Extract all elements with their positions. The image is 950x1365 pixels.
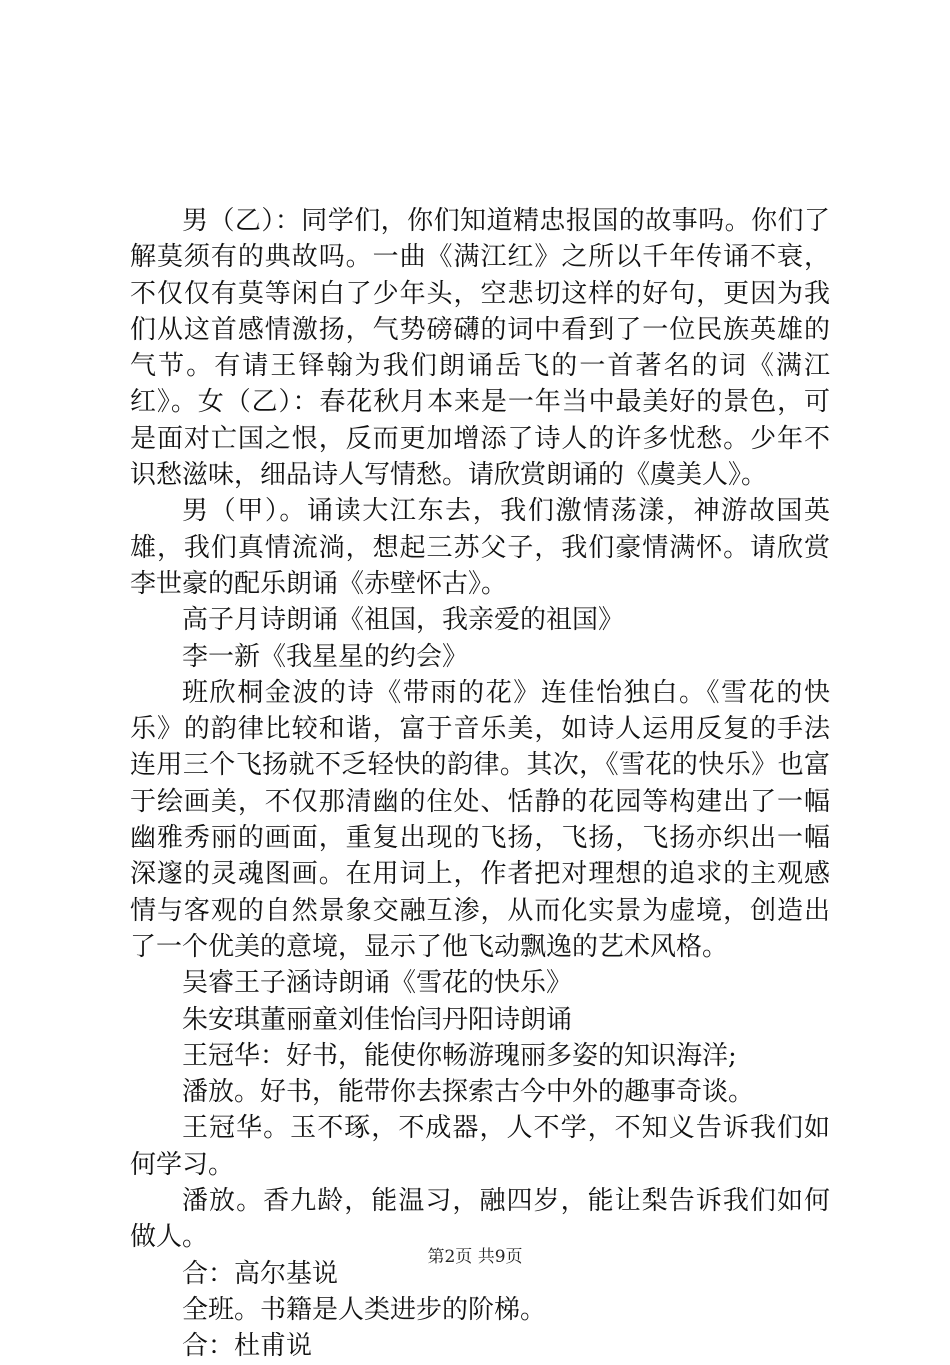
paragraph: 潘放。好书，能带你去探索古今中外的趣事奇谈。 (182, 1077, 755, 1108)
paragraph: 朱安琪董丽童刘佳怡闫丹阳诗朗诵 (182, 1004, 573, 1035)
paragraph: 合：杜甫说 (182, 1331, 313, 1362)
paragraph: 王冠华。玉不琢，不成器，人不学，不知义告诉我们如何学习。 (130, 1113, 830, 1180)
paragraph: 李一新《我星星的约会》 (182, 641, 469, 672)
paragraph: 班欣桐金波的诗《带雨的花》连佳怡独白。《雪花的快乐》的韵律比较和谐，富于音乐美，如诗人运用反复的手法连用三个飞扬就不乏轻快的韵律。其次，《雪花的快乐》也富于绘画美，不仅那清幽的住处、恬静的花园等构建出了一幅幽雅秀丽的画面，重复出现的飞扬，飞扬，飞扬亦织出一幅深邃的灵魂图画。在用词上，作者把对理想的追求的主观感情与客观的自然景象交融互渗，从而化实景为虚境，创造出了一个优美的意境，显示了他飞动飘逸的艺术风格。 (130, 677, 830, 962)
paragraph: 全班。书籍是人类进步的阶梯。 (182, 1294, 547, 1325)
page-number-footer: 第2页 共9页 (427, 1247, 523, 1267)
paragraph: 男（乙）：同学们，你们知道精忠报国的故事吗。你们了解莫须有的典故吗。一曲《满江红》之所以千年传诵不衰，不仅仅有莫等闲白了少年头，空悲切这样的好句，更因为我们从这首感情激扬，气势磅礴的词中看到了一位民族英雄的气节。有请王铎翰为我们朗诵岳飞的一首著名的词《满江红》。女（乙）：春花秋月本来是一年当中最美好的景色，可是面对亡国之恨，反而更加增添了诗人的许多忧愁。少年不识愁滋味，细品诗人写情愁。请欣赏朗诵的《虞美人》。 (130, 206, 830, 491)
document-body (130, 203, 830, 1365)
paragraph: 合：高尔基说 (182, 1258, 339, 1289)
paragraph: 潘放。香九龄，能温习，融四岁，能让梨告诉我们如何做人。 (130, 1186, 830, 1253)
paragraph: 高子月诗朗诵《祖国，我亲爱的祖国》 (182, 605, 625, 636)
paragraph: 王冠华：好书，能使你畅游瑰丽多姿的知识海洋; (182, 1040, 737, 1071)
paragraph: 男（甲）。诵读大江东去，我们激情荡漾，神游故国英雄，我们真情流淌，想起三苏父子，我们豪情满怀。请欣赏李世豪的配乐朗诵《赤壁怀古》。 (130, 496, 830, 599)
paragraph: 吴睿王子涵诗朗诵《雪花的快乐》 (182, 968, 573, 999)
